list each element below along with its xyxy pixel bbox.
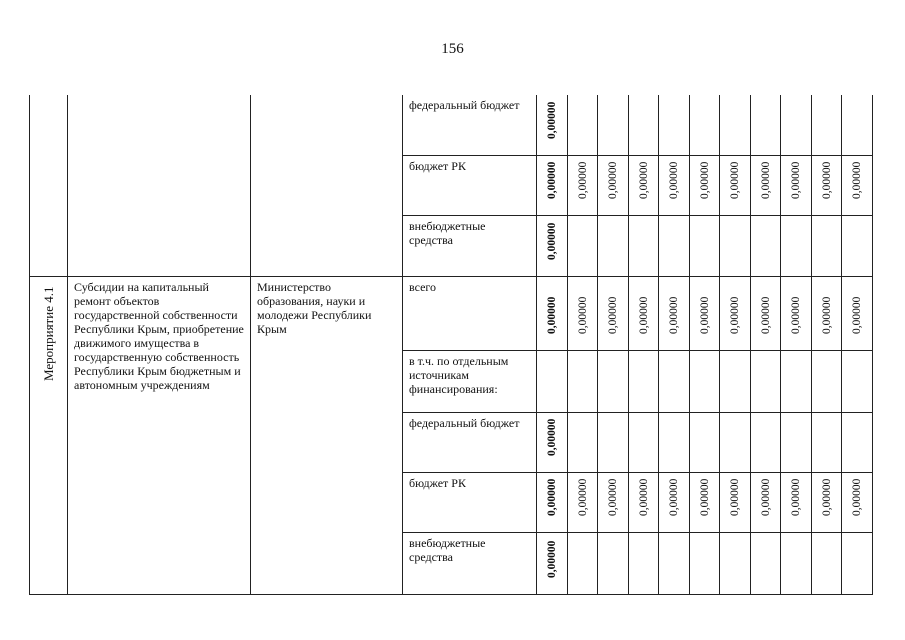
amount-year-cell [598,532,629,594]
amount-year-cell [690,155,720,215]
amount-year-cell [629,276,659,350]
description-cell [68,95,251,276]
amount-value: 0,00000 [546,418,558,456]
amount-year-cell [751,155,781,215]
amount-year-cell [812,95,842,155]
amount-year-cell [751,532,781,594]
amount-year-cell [659,412,690,472]
amount-value: 0,00000 [576,161,589,199]
amount-year-cell [720,412,751,472]
amount-year-cell [568,532,598,594]
measure-label-cell [30,95,68,276]
amount-year-cell [629,472,659,532]
amount-value: 0,00000 [729,161,741,199]
amount-year-cell [751,276,781,350]
amount-year-cell [568,412,598,472]
amount-year-cell [781,155,812,215]
amount-total-cell [537,276,568,350]
amount-value: 0,00000 [637,478,650,516]
amount-year-cell [812,472,842,532]
amount-value: 0,00000 [790,478,802,516]
amount-value: 0,00000 [698,478,711,516]
amount-value: 0,00000 [851,296,863,334]
amount-year-cell [690,276,720,350]
measure-label: Мероприятие 4.1 [40,286,56,381]
amount-total-cell [537,350,568,412]
executor-cell [251,95,403,276]
amount-year-cell [659,532,690,594]
page-number: 156 [441,41,464,57]
amount-year-cell [720,155,751,215]
amount-year-cell [690,95,720,155]
amount-year-cell [720,472,751,532]
amount-year-cell [690,412,720,472]
amount-year-cell [812,276,842,350]
funding-source-cell: бюджет РК [403,472,537,532]
amount-value: 0,00000 [759,478,772,516]
amount-total-cell [537,472,568,532]
amount-year-cell [598,472,629,532]
amount-value: 0,00000 [851,161,863,199]
amount-value: 0,00000 [698,161,711,199]
amount-value: 0,00000 [637,296,650,334]
amount-year-cell [568,95,598,155]
amount-value: 0,00000 [637,161,650,199]
amount-year-cell [598,412,629,472]
amount-value: 0,00000 [759,161,772,199]
amount-year-cell [629,95,659,155]
amount-value: 0,00000 [546,101,558,139]
amount-year-cell [842,215,873,276]
amount-year-cell [629,532,659,594]
amount-year-cell [659,350,690,412]
amount-value: 0,00000 [546,161,558,199]
amount-year-cell [568,276,598,350]
amount-year-cell [720,95,751,155]
amount-year-cell [812,412,842,472]
amount-year-cell [751,95,781,155]
measure-label-cell [30,276,68,594]
amount-year-cell [659,215,690,276]
amount-year-cell [598,155,629,215]
measure-executor: Министерство образования, науки и молодежи Республики Крым [251,276,403,594]
funding-source-cell: федеральный бюджет [403,412,537,472]
amount-value: 0,00000 [820,161,833,199]
funding-source-cell: бюджет РК [403,155,537,215]
amount-year-cell [781,472,812,532]
amount-value: 0,00000 [851,478,863,516]
amount-year-cell [781,350,812,412]
amount-value: 0,00000 [790,161,802,199]
amount-value: 0,00000 [607,478,619,516]
amount-value: 0,00000 [576,296,589,334]
amount-value: 0,00000 [759,296,772,334]
amount-year-cell [751,350,781,412]
amount-value: 0,00000 [607,161,619,199]
amount-year-cell [842,532,873,594]
table-row [30,276,873,350]
amount-year-cell [781,95,812,155]
amount-year-cell [842,155,873,215]
amount-total-cell [537,95,568,155]
amount-total-cell [537,155,568,215]
amount-value: 0,00000 [576,478,589,516]
amount-year-cell [812,532,842,594]
amount-value: 0,00000 [668,161,680,199]
amount-year-cell [690,215,720,276]
amount-year-cell [751,412,781,472]
amount-year-cell [842,350,873,412]
amount-value: 0,00000 [790,296,802,334]
amount-year-cell [568,155,598,215]
funding-source-cell: внебюджетные средства [403,532,537,594]
amount-value: 0,00000 [698,296,711,334]
amount-year-cell [629,155,659,215]
amount-year-cell [720,350,751,412]
amount-value: 0,00000 [820,296,833,334]
table-row [30,95,873,155]
amount-value: 0,00000 [668,478,680,516]
amount-year-cell [812,350,842,412]
amount-year-cell [629,350,659,412]
funding-source-cell: всего [403,276,537,350]
amount-year-cell [690,350,720,412]
amount-total-cell [537,412,568,472]
amount-year-cell [598,95,629,155]
amount-year-cell [659,95,690,155]
amount-value: 0,00000 [546,540,558,578]
amount-year-cell [598,350,629,412]
amount-year-cell [781,532,812,594]
measure-description: Субсидии на капитальный ремонт объектов государственной собственности Республики Крым, приобретение движимого имущества в государственную собственность Республики Крым бюджетным и автономным учреждениям [68,276,251,594]
amount-year-cell [629,215,659,276]
amount-total-cell [537,215,568,276]
funding-source-cell: в т.ч. по отдельным источникам финансирования: [403,350,537,412]
amount-year-cell [690,532,720,594]
amount-year-cell [812,215,842,276]
amount-year-cell [751,215,781,276]
amount-year-cell [842,412,873,472]
amount-year-cell [629,412,659,472]
amount-value: 0,00000 [668,296,680,334]
amount-year-cell [842,472,873,532]
funding-source-cell: внебюджетные средства [403,215,537,276]
amount-year-cell [781,412,812,472]
amount-value: 0,00000 [546,478,558,516]
budget-table [29,95,873,595]
amount-year-cell [751,472,781,532]
amount-value: 0,00000 [820,478,833,516]
amount-year-cell [568,472,598,532]
amount-year-cell [659,276,690,350]
amount-value: 0,00000 [607,296,619,334]
amount-year-cell [598,276,629,350]
amount-year-cell [598,215,629,276]
amount-year-cell [781,215,812,276]
amount-total-cell [537,532,568,594]
amount-value: 0,00000 [546,222,558,260]
amount-value: 0,00000 [729,296,741,334]
amount-year-cell [568,350,598,412]
amount-value: 0,00000 [546,296,558,334]
amount-year-cell [812,155,842,215]
funding-source-cell: федеральный бюджет [403,95,537,155]
amount-year-cell [842,95,873,155]
amount-year-cell [720,276,751,350]
amount-value: 0,00000 [729,478,741,516]
amount-year-cell [781,276,812,350]
amount-year-cell [720,215,751,276]
amount-year-cell [568,215,598,276]
table-body [30,95,873,594]
amount-year-cell [659,155,690,215]
amount-year-cell [690,472,720,532]
amount-year-cell [720,532,751,594]
amount-year-cell [842,276,873,350]
amount-year-cell [659,472,690,532]
